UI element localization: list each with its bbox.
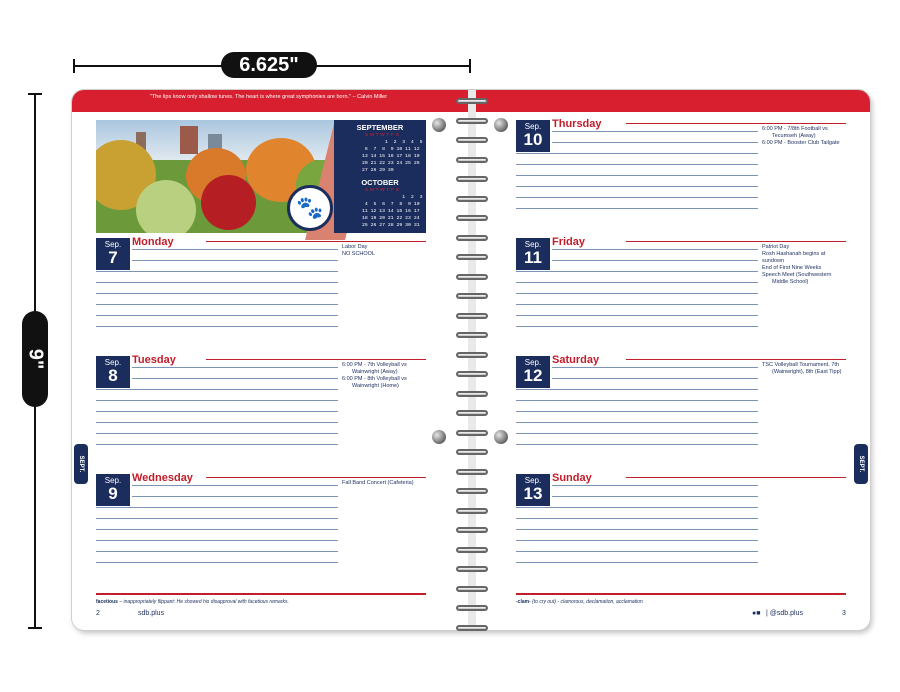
day-name: Sunday	[552, 472, 592, 484]
writing-line	[96, 422, 338, 423]
writing-line	[96, 540, 338, 541]
writing-line	[132, 485, 338, 486]
page-number-right: 3	[842, 610, 846, 617]
writing-line	[96, 518, 338, 519]
month-tab-left[interactable]: SEPT.	[74, 444, 88, 484]
coil-ring	[456, 449, 488, 455]
writing-line	[96, 400, 338, 401]
date-number: 12	[523, 366, 543, 385]
event-text: Wainwright (Home)	[352, 383, 399, 389]
writing-line	[96, 562, 338, 563]
coil-ring	[456, 98, 488, 104]
punch-hole	[494, 430, 508, 444]
event-text: 6:00 PM - Booster Club Tailgate	[762, 140, 840, 146]
date-box	[516, 474, 550, 506]
date-month: Sep.	[524, 122, 542, 131]
date-number: 10	[523, 130, 543, 149]
coil-ring	[456, 176, 488, 182]
date-month: Sep.	[104, 476, 122, 485]
writing-line	[516, 186, 758, 187]
writing-line	[516, 411, 758, 412]
height-tick-top	[28, 93, 42, 95]
date-month: Sep.	[524, 240, 542, 249]
coil-ring	[456, 508, 488, 514]
coil-ring	[456, 352, 488, 358]
coil-ring	[456, 137, 488, 143]
calendar-october-week: 1 2 3	[362, 195, 423, 200]
site-left: sdb.plus	[138, 610, 165, 617]
day-header-rule	[626, 359, 846, 360]
writing-line	[132, 378, 338, 379]
event-text: Tecumseh (Away)	[772, 133, 816, 139]
day-header-rule	[626, 477, 846, 478]
date-number: 11	[524, 248, 542, 267]
writing-line	[516, 389, 758, 390]
writing-line	[96, 444, 338, 445]
writing-line	[96, 282, 338, 283]
month-tab-right[interactable]: SEPT.	[854, 444, 868, 484]
coil-ring	[456, 566, 488, 572]
writing-line	[96, 507, 338, 508]
writing-line	[96, 293, 338, 294]
writing-line	[96, 304, 338, 305]
coil-ring	[456, 274, 488, 280]
coil-ring	[456, 215, 488, 221]
writing-line	[96, 551, 338, 552]
writing-line	[552, 378, 758, 379]
calendar-september-week: 1 2 3 4 5	[362, 140, 423, 145]
event-text: TSC Volleyball Tournament, 7th	[762, 362, 839, 368]
event-text: Rosh Hashanah begins at	[762, 251, 826, 257]
coil-ring	[456, 157, 488, 163]
writing-line	[552, 496, 758, 497]
writing-line	[516, 315, 758, 316]
event-text: 6:00 PM - 7/8th Football vs	[762, 126, 828, 132]
coil-ring	[456, 332, 488, 338]
coil-ring	[456, 254, 488, 260]
punch-hole	[494, 118, 508, 132]
calendar-october-week: 18 19 20 21 22 23 24	[362, 216, 420, 221]
writing-line	[552, 131, 758, 132]
writing-line	[96, 411, 338, 412]
event-text: Fall Band Concert (Cafeteria)	[342, 480, 414, 486]
writing-line	[516, 433, 758, 434]
day-name: Wednesday	[132, 472, 193, 484]
day-header-rule	[626, 241, 846, 242]
writing-line	[96, 326, 338, 327]
bottom-rule-right	[516, 593, 846, 595]
width-tick-right	[469, 59, 471, 73]
coil-ring	[456, 430, 488, 436]
writing-line	[516, 175, 758, 176]
date-number: 7	[108, 248, 118, 267]
calendar-september-title: SEPTEMBER	[356, 123, 404, 132]
coil-ring	[456, 625, 488, 631]
date-month: Sep.	[524, 476, 542, 485]
date-month: Sep.	[104, 358, 122, 367]
paw-print-icon: 🐾	[287, 185, 333, 231]
date-box	[516, 356, 550, 388]
site-right: | @sdb.plus	[766, 610, 803, 617]
calendar-september-week: 13 14 15 16 17 18 19	[362, 154, 420, 159]
social-icons: ●■	[752, 610, 761, 617]
calendar-october-dow: S M T W T F S	[365, 188, 399, 193]
calendar-september-dow: S M T W T F S	[365, 133, 399, 138]
writing-line	[516, 540, 758, 541]
date-box	[516, 120, 550, 152]
coil-ring	[456, 527, 488, 533]
punch-hole	[432, 430, 446, 444]
coil-ring	[456, 605, 488, 611]
event-text: Labor Day	[342, 244, 368, 250]
writing-line	[132, 260, 338, 261]
day-header-rule	[206, 477, 426, 478]
coil-ring	[456, 313, 488, 319]
writing-line	[516, 164, 758, 165]
calendar-october-week: 11 12 13 14 15 16 17	[362, 209, 420, 214]
coil-ring	[456, 293, 488, 299]
day-header-rule	[206, 241, 426, 242]
event-text: (Wainwright), 8th (East Tipp)	[772, 369, 842, 375]
date-box	[516, 238, 550, 270]
writing-line	[516, 400, 758, 401]
event-text: Speech Meet (Southwestern	[762, 272, 832, 278]
calendar-october-title: OCTOBER	[361, 178, 399, 187]
day-header-rule	[626, 123, 846, 124]
date-number: 8	[108, 366, 118, 385]
width-tick-left	[73, 59, 75, 73]
coil-ring	[456, 118, 488, 124]
writing-line	[516, 326, 758, 327]
writing-line	[96, 389, 338, 390]
writing-line	[552, 249, 758, 250]
date-box	[96, 238, 130, 270]
day-header-rule	[206, 359, 426, 360]
coil-ring	[456, 410, 488, 416]
day-name: Tuesday	[132, 354, 176, 366]
coil-ring	[456, 547, 488, 553]
writing-line	[96, 315, 338, 316]
calendar-september-week: 20 21 22 23 24 25 26	[362, 161, 420, 166]
writing-line	[132, 367, 338, 368]
event-text: Wainwright (Away)	[352, 369, 398, 375]
event-text: End of First Nine Weeks	[762, 265, 822, 271]
writing-line	[132, 249, 338, 250]
coil-ring	[456, 235, 488, 241]
calendar-september-week: 27 28 29 30	[362, 168, 394, 173]
coil-ring	[456, 391, 488, 397]
date-number: 9	[108, 484, 118, 503]
day-name: Monday	[132, 236, 174, 248]
date-number: 13	[523, 484, 543, 503]
date-month: Sep.	[104, 240, 122, 249]
calendar-september-week: 6 7 8 9 10 11 12	[362, 147, 420, 152]
writing-line	[516, 282, 758, 283]
writing-line	[516, 551, 758, 552]
writing-line	[516, 153, 758, 154]
writing-line	[516, 208, 758, 209]
footer-word-left: facetious – inappropriately flippant: He showed his disapproval with facetious remarks.	[96, 599, 289, 605]
calendar-october-week: 25 26 27 28 29 30 31	[362, 223, 420, 228]
writing-line	[516, 529, 758, 530]
writing-line	[516, 507, 758, 508]
day-name: Thursday	[552, 118, 602, 130]
event-text: Patriot Day	[762, 244, 790, 250]
coil-ring	[456, 371, 488, 377]
day-name: Friday	[552, 236, 586, 248]
punch-hole	[432, 118, 446, 132]
coil-ring	[456, 469, 488, 475]
event-text: 6:00 PM - 7th Volleyball vs	[342, 362, 407, 368]
mini-calendars	[334, 120, 426, 233]
date-box	[96, 474, 130, 506]
event-text: sundown	[762, 258, 785, 264]
page-number-left: 2	[96, 610, 100, 617]
writing-line	[516, 422, 758, 423]
quote: "The lips know only shallow tunes. The heart is where great symphonies are born." – Calvin Miller	[150, 94, 388, 100]
writing-line	[132, 496, 338, 497]
width-label: 6.625"	[221, 52, 317, 78]
writing-line	[552, 367, 758, 368]
writing-line	[96, 433, 338, 434]
height-tick-bottom	[28, 627, 42, 629]
writing-line	[552, 260, 758, 261]
event-text: Middle School)	[772, 279, 809, 285]
writing-line	[516, 197, 758, 198]
writing-line	[516, 562, 758, 563]
writing-line	[552, 485, 758, 486]
writing-line	[516, 271, 758, 272]
date-month: Sep.	[524, 358, 542, 367]
height-label-pill	[22, 311, 48, 407]
writing-line	[516, 293, 758, 294]
writing-line	[516, 444, 758, 445]
day-name: Saturday	[552, 354, 600, 366]
coil-ring	[456, 586, 488, 592]
bottom-rule-left	[96, 593, 426, 595]
writing-line	[516, 518, 758, 519]
date-box	[96, 356, 130, 388]
writing-line	[96, 271, 338, 272]
coil-ring	[456, 196, 488, 202]
footer-word-right: -clam- (to cry out) - clamorous, declamation, acclamation	[516, 599, 643, 605]
writing-line	[516, 304, 758, 305]
writing-line	[552, 142, 758, 143]
event-text: NO SCHOOL	[342, 251, 376, 257]
calendar-october-week: 4 5 6 7 8 9 10	[362, 202, 420, 207]
height-label: 9"	[24, 348, 47, 370]
coil-ring	[456, 488, 488, 494]
writing-line	[96, 529, 338, 530]
event-text: 6:00 PM - 8th Volleyball vs	[342, 376, 407, 382]
